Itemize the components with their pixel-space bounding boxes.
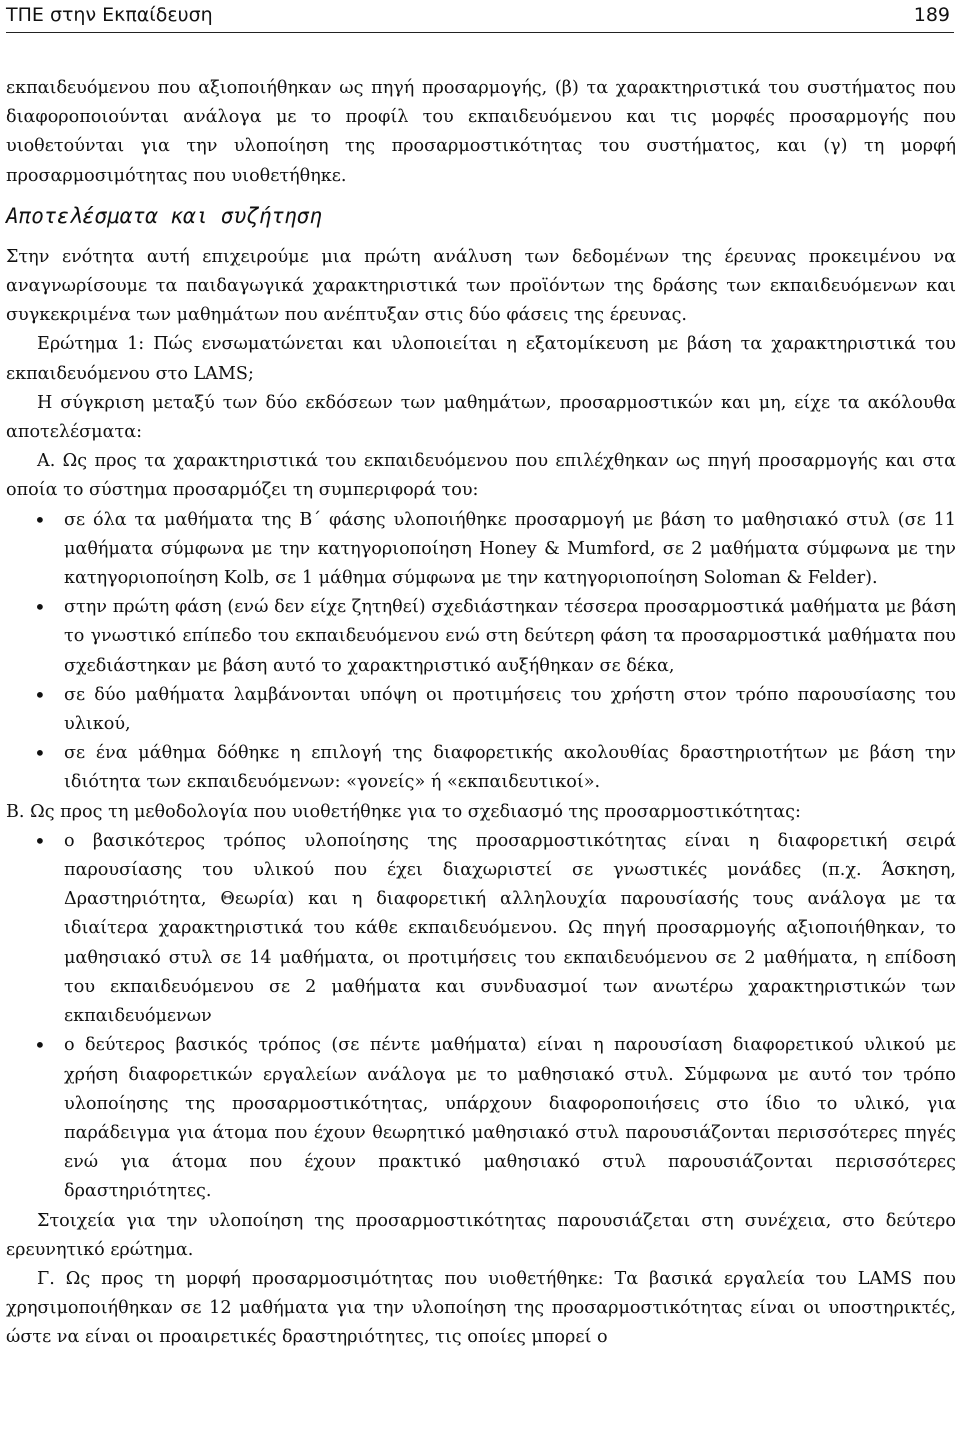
bullet-icon: • [34,595,46,620]
bullet-list-a [6,506,956,798]
page-number: 189 [913,4,950,26]
point-c-paragraph: Γ. Ως προς τη μορφή προσαρμοσιμότητας που υιοθετήθηκε: Τα βασικά εργαλεία του LAMS που χρησιμοποιήθηκαν σε 12 μαθήματα για την υλοποίηση της προσαρμοστικότητας είναι οι υποστηρικτές, ώστε να είναι οι προαιρετικές δραστηριότητες, τις οποίες μπορεί ο [6,1268,956,1348]
list-item [6,593,956,681]
list-item-text: στην πρώτη φάση (ενώ δεν είχε ζητηθεί) σχεδιάστηκαν τέσσερα προσαρμοστικά μαθήματα με βάση το γνωστικό επίπεδο του εκπαιδευόμενου ενώ στη δεύτερη φάση τα προσαρμοστικά μαθήματα που σχεδιάστηκαν με βάση αυτό το χαρακτηριστικό αυξήθηκαν σε δέκα, [64,597,956,676]
list-item [6,681,956,739]
bullet-icon: • [34,741,46,766]
page-header [6,2,954,33]
list-item [6,1031,956,1206]
bullet-icon: • [34,682,46,707]
intro-paragraph: εκπαιδευόμενου που αξιοποιήθηκαν ως πηγή προσαρμογής, (β) τα χαρακτηριστικά του συστήματος που διαφοροποιούνται ανάλογα με το προφίλ του εκπαιδευόμενου και τις μορφές προσαρμογής που υιοθετούνται για την υλοποίηση της προσαρμοστικότητας του συστήματος, και (γ) τη μορφή προσαρμοσιμότητας που υιοθετήθηκε. [6,78,956,186]
results-paragraph: Στην ενότητα αυτή επιχειρούμε μια πρώτη ανάλυση των δεδομένων της έρευνας προκειμένου να αναγνωρίσουμε τα παιδαγωγικά χαρακτηριστικά των προϊόντων της δράσης των εκπαιδευόμενων και συγκεκριμένα των μαθημάτων που ανέπτυξαν στις δύο φάσεις της έρευνας. [6,246,956,326]
list-item-text: σε ένα μάθημα δόθηκε η επιλογή της διαφορετικής ακολουθίας δραστηριοτήτων με βάση την ιδιότητα των εκπαιδευόμενων: «γονείς» ή «εκπαιδευτικοί». [64,743,956,793]
bullet-list-b [6,827,956,1207]
point-a-paragraph: Α. Ως προς τα χαρακτηριστικά του εκπαιδευόμενου που επιλέχθηκαν ως πηγή προσαρμογής και στα οποία το σύστημα προσαρμόζει τη συμπεριφορά του: [6,451,956,501]
bullet-icon: • [34,507,46,532]
point-b-paragraph: Β. Ως προς τη μεθοδολογία που υιοθετήθηκε για το σχεδιασμό της προσαρμοστικότητας: [6,801,801,822]
list-item-text: ο βασικότερος τρόπος υλοποίησης της προσαρμοστικότητας είναι η διαφορετική σειρά παρουσίασης του υλικού που έχει διαχωριστεί σε γνωστικές μονάδες (π.χ. Άσκηση, Δραστηριότητα, Θεωρία) και η διαφορετική αλληλουχία παρουσίασής τους ανάλογα με τα ιδιαίτερα χαρακτηριστικά του κάθε εκπαιδευόμενου. Ως πηγή προσαρμογής αξιοποιήθηκαν, το μαθησιακό στυλ σε 14 μαθήματα, οι προτιμήσεις του εκπαιδευόμενου σε 2 μαθήματα, η επίδοση του εκπαιδευόμενου σε 2 μαθήματα και συνδυασμοί των ανωτέρω χαρακτηριστικών των εκπαιδευόμενων [64,830,956,1027]
comparison-paragraph: Η σύγκριση μεταξύ των δύο εκδόσεων των μαθημάτων, προσαρμοστικών και μη, είχε τα ακόλουθα αποτελέσματα: [6,392,956,443]
page-body [6,74,956,1353]
list-item-text: ο δεύτερος βασικός τρόπος (σε πέντε μαθήματα) είναι η παρουσίαση διαφορετικού υλικού με χρήση διαφορετικών εργαλείων ανάλογα με το μαθησιακό στυλ. Σύμφωνα με αυτό τον τρόπο υλοποίησης της προσαρμοστικότητας, υπάρχουν διαφοροποιήσεις στο ίδιο το υλικό, για παράδειγμα για άτομα που έχουν θεωρητικό μαθησιακό στυλ παρουσιάζονται περισσότερες πηγές ενώ για άτομα που έχουν πρακτικό μαθησιακό στυλ παρουσιάζονται περισσότερες δραστηριότητες. [64,1035,956,1202]
bullet-icon: • [34,828,46,853]
question-paragraph: Ερώτημα 1: Πώς ενσωματώνεται και υλοποιείται η εξατομίκευση με βάση τα χαρακτηριστικά του εκπαιδευόμενου στο LAMS; [6,334,956,384]
section-heading: Αποτελέσματα και συζήτηση [6,203,323,228]
bullet-icon: • [34,1033,46,1058]
list-item [6,827,956,1031]
list-item-text: σε όλα τα μαθήματα της Β΄ φάσης υλοποιήθηκε προσαρμογή με βάση το μαθησιακό στυλ (σε 11 μαθήματα σύμφωνα με την κατηγοριοποίηση Honey & Mumford, σε 2 μαθήματα σύμφωνα με την κατηγοριοποίηση Kolb, σε 1 μάθημα σύμφωνα με την κατηγοριοποίηση Soloman & Felder). [64,509,956,589]
running-title: ΤΠΕ στην Εκπαίδευση [6,4,213,26]
list-item [6,506,956,594]
list-item-text: σε δύο μαθήματα λαμβάνονται υπόψη οι προτιμήσεις του χρήστη στον τρόπο παρουσίασης του υλικού, [64,684,956,735]
data-paragraph: Στοιχεία για την υλοποίηση της προσαρμοστικότητας παρουσιάζεται στη συνέχεια, στο δεύτερο ερευνητικό ερώτημα. [6,1210,956,1260]
list-item [6,739,956,797]
